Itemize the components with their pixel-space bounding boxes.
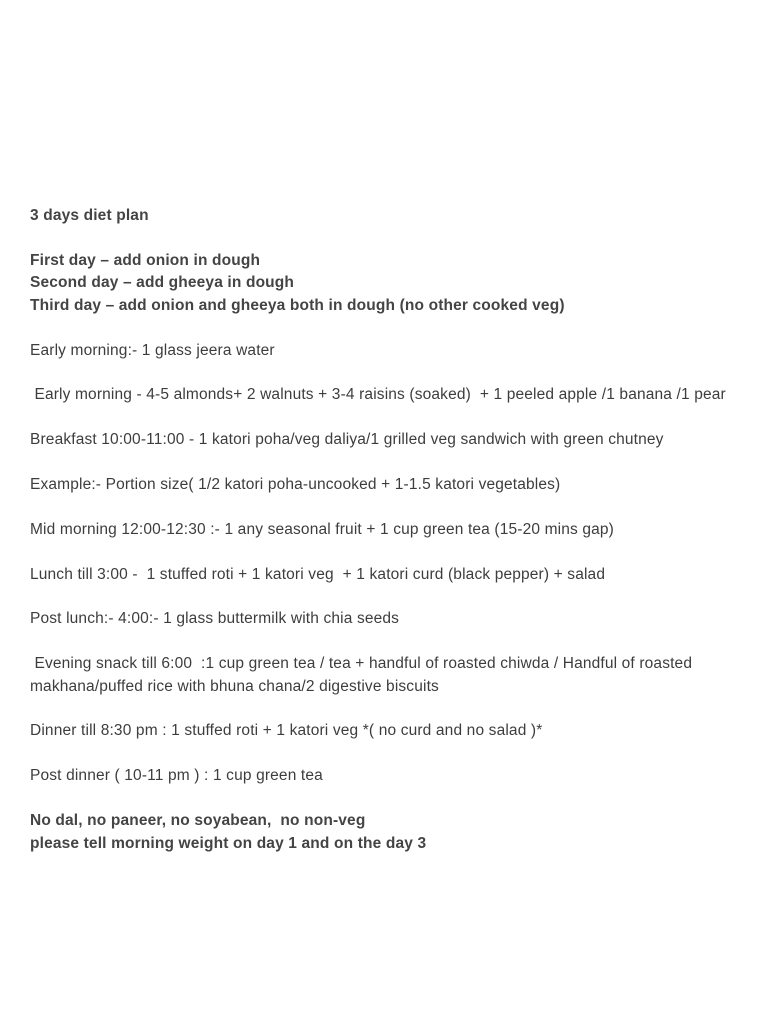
document-title: 3 days diet plan <box>30 207 149 224</box>
meal-evening-snack: Evening snack till 6:00 :1 cup green tea / tea + handful of roasted chiwda / Handful of roasted makhana/puffed rice with bhuna chana/2 digestive biscuits <box>30 655 697 695</box>
spacer <box>30 586 740 608</box>
meal-post-lunch: Post lunch:- 4:00:- 1 glass buttermilk with chia seeds <box>30 610 400 628</box>
spacer <box>30 788 740 810</box>
meal-early-morning-2: Early morning - 4-5 almonds+ 2 walnuts + 3-4 raisins (soaked) + 1 peeled apple /1 banana /1 pear <box>30 386 726 404</box>
meal-post-dinner: Post dinner ( 10-11 pm ) : 1 cup green tea <box>30 767 323 785</box>
spacer <box>30 631 740 653</box>
spacer <box>30 407 740 429</box>
dough-rule-day-2: Second day – add gheeya in dough <box>30 274 295 292</box>
meal-lunch: Lunch till 3:00 - 1 stuffed roti + 1 katori veg + 1 katori curd (black pepper) + salad <box>30 565 606 583</box>
portion-example: Example:- Portion size( 1/2 katori poha-uncooked + 1-1.5 katori vegetables) <box>30 475 561 493</box>
spacer <box>30 541 740 563</box>
weight-note: please tell morning weight on day 1 and on the day 3 <box>30 834 427 852</box>
spacer <box>30 496 740 518</box>
spacer <box>30 362 740 384</box>
spacer <box>30 452 740 474</box>
dough-rule-day-3: Third day – add onion and gheeya both in dough (no other cooked veg) <box>30 296 565 314</box>
diet-plan-document <box>30 205 740 855</box>
dough-rule-day-1: First day – add onion in dough <box>30 251 261 269</box>
meal-early-morning-1: Early morning:- 1 glass jeera water <box>30 341 275 359</box>
spacer <box>30 228 740 250</box>
spacer <box>30 698 740 720</box>
meal-breakfast: Breakfast 10:00-11:00 - 1 katori poha/veg daliya/1 grilled veg sandwich with green chutney <box>30 431 664 449</box>
spacer <box>30 317 740 339</box>
meal-mid-morning: Mid morning 12:00-12:30 :- 1 any seasonal fruit + 1 cup green tea (15-20 mins gap) <box>30 520 614 538</box>
meal-dinner: Dinner till 8:30 pm : 1 stuffed roti + 1 katori veg *( no curd and no salad )* <box>30 722 543 740</box>
spacer <box>30 743 740 765</box>
restriction-note: No dal, no paneer, no soyabean, no non-veg <box>30 812 366 830</box>
